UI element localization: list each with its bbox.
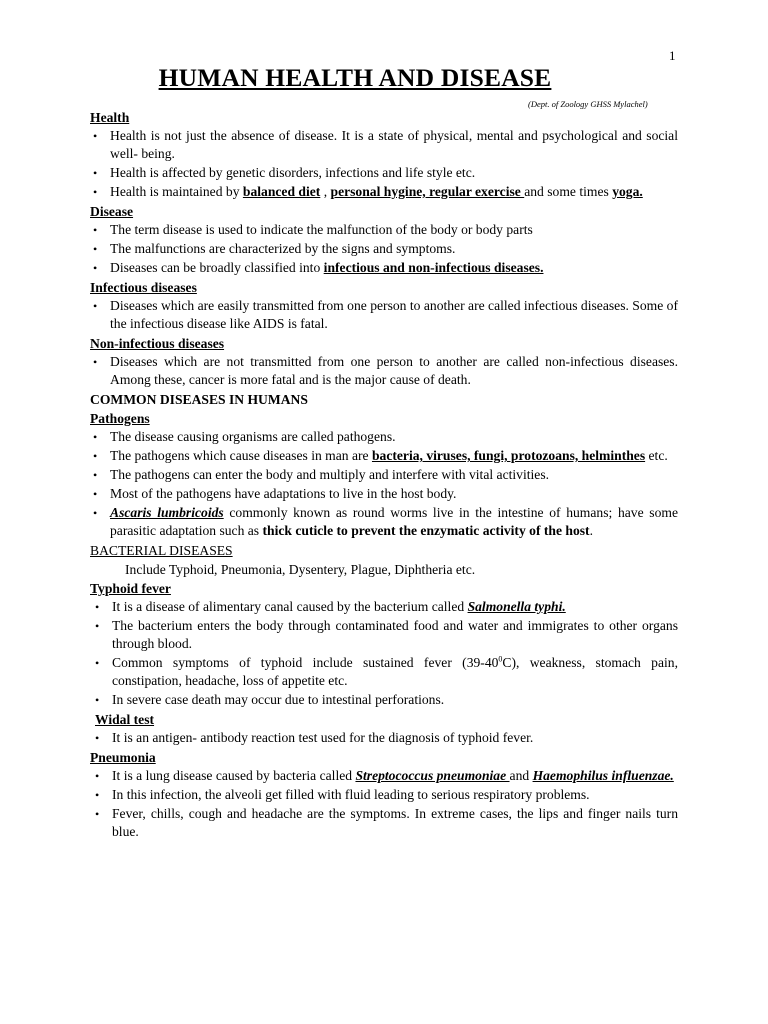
text: Health is maintained by bbox=[110, 184, 243, 199]
list-item: • Diseases which are easily transmitted from one person to another are called infectious diseases. Some of the infectious disease like AIDS is fatal. bbox=[90, 297, 678, 333]
list-item: • The disease causing organisms are called pathogens. bbox=[90, 428, 678, 446]
text: It is a disease of alimentary canal caused by the bacterium called bbox=[112, 599, 468, 614]
document-body bbox=[90, 108, 678, 842]
keyword: thick cuticle to prevent the enzymatic activity of the host bbox=[262, 523, 590, 538]
list-item bbox=[90, 183, 678, 201]
heading-pathogens: Pathogens bbox=[90, 411, 150, 426]
disease-list bbox=[90, 221, 678, 277]
superscript: 0 bbox=[498, 654, 503, 664]
species-name: Salmonella typhi. bbox=[467, 599, 566, 614]
page-number: 1 bbox=[669, 48, 676, 63]
list-item: • Fever, chills, cough and headache are the symptoms. In extreme cases, the lips and finger nails turn blue. bbox=[90, 805, 678, 841]
list-item: • Health is not just the absence of disease. It is a state of physical, mental and psychological and social well- being. bbox=[90, 127, 678, 163]
heading-disease: Disease bbox=[90, 204, 134, 219]
species-name: Ascaris lumbricoids bbox=[110, 505, 224, 520]
keyword: personal hygine, regular exercise bbox=[330, 184, 525, 199]
list-item: • The bacterium enters the body through contaminated food and water and immigrates to other organs through blood. bbox=[90, 617, 678, 653]
text: etc. bbox=[645, 448, 668, 463]
noninfectious-list bbox=[90, 353, 678, 389]
heading-widal-test: Widal test bbox=[95, 712, 155, 727]
list-item: • In severe case death may occur due to intestinal perforations. bbox=[90, 691, 678, 709]
list-item: • Most of the pathogens have adaptations to live in the host body. bbox=[90, 485, 678, 503]
list-item: • Health is affected by genetic disorders, infections and life style etc. bbox=[90, 164, 678, 182]
list-item: • Diseases which are not transmitted from one person to another are called non-infectious diseases. Among these, cancer is more fatal and is the major cause of death. bbox=[90, 353, 678, 389]
heading-common-diseases: COMMON DISEASES IN HUMANS bbox=[90, 392, 308, 407]
text: The pathogens which cause diseases in man are bbox=[110, 448, 372, 463]
bacterial-diseases-list: Include Typhoid, Pneumonia, Dysentery, Plague, Diphtheria etc. bbox=[125, 562, 476, 577]
list-item bbox=[90, 447, 678, 465]
list-item bbox=[90, 598, 678, 616]
text: . bbox=[589, 523, 593, 538]
heading-non-infectious-diseases: Non-infectious diseases bbox=[90, 336, 225, 351]
department-note: (Dept. of Zoology GHSS Mylachel) bbox=[528, 99, 648, 109]
list-item bbox=[90, 259, 678, 277]
text: C), weakness, stomach pain, constipation, headache, loss of appetite etc. bbox=[112, 655, 678, 688]
infectious-list bbox=[90, 297, 678, 333]
text: , bbox=[320, 184, 331, 199]
list-item: • It is an antigen- antibody reaction test used for the diagnosis of typhoid fever. bbox=[90, 729, 678, 747]
list-item bbox=[90, 504, 678, 540]
pathogens-list bbox=[90, 428, 678, 540]
heading-bacterial-diseases: BACTERIAL DISEASES bbox=[90, 543, 233, 558]
text: Diseases can be broadly classified into bbox=[110, 260, 324, 275]
typhoid-list bbox=[90, 598, 678, 709]
keyword: infectious and non-infectious diseases. bbox=[323, 260, 544, 275]
species-name: Haemophilus influenzae. bbox=[532, 768, 674, 783]
heading-pneumonia: Pneumonia bbox=[90, 750, 156, 765]
heading-infectious-diseases: Infectious diseases bbox=[90, 280, 197, 295]
health-list bbox=[90, 127, 678, 201]
list-item: • The term disease is used to indicate the malfunction of the body or body parts bbox=[90, 221, 678, 239]
keyword: bacteria, viruses, fungi, protozoans, helminthes bbox=[371, 448, 646, 463]
list-item bbox=[90, 767, 678, 785]
list-item: • The pathogens can enter the body and multiply and interfere with vital activities. bbox=[90, 466, 678, 484]
text: commonly known as round worms live in the intestine of humans; have some parasitic adaptation such as bbox=[110, 505, 678, 538]
list-item: • The malfunctions are characterized by the signs and symptoms. bbox=[90, 240, 678, 258]
list-item bbox=[90, 654, 678, 690]
page-title: HUMAN HEALTH AND DISEASE bbox=[158, 63, 552, 92]
widal-list bbox=[90, 729, 678, 747]
pneumonia-list bbox=[90, 767, 678, 841]
text: It is a lung disease caused by bacteria called bbox=[112, 768, 356, 783]
text: and bbox=[509, 768, 533, 783]
species-name: Streptococcus pneumoniae bbox=[355, 768, 510, 783]
keyword: yoga. bbox=[612, 184, 643, 199]
heading-typhoid-fever: Typhoid fever bbox=[90, 581, 171, 596]
heading-health: Health bbox=[90, 110, 130, 125]
text: and some times bbox=[524, 184, 613, 199]
text: Common symptoms of typhoid include sustained fever (39-40 bbox=[112, 655, 499, 670]
keyword: balanced diet bbox=[242, 184, 321, 199]
list-item: • In this infection, the alveoli get filled with fluid leading to serious respiratory problems. bbox=[90, 786, 678, 804]
